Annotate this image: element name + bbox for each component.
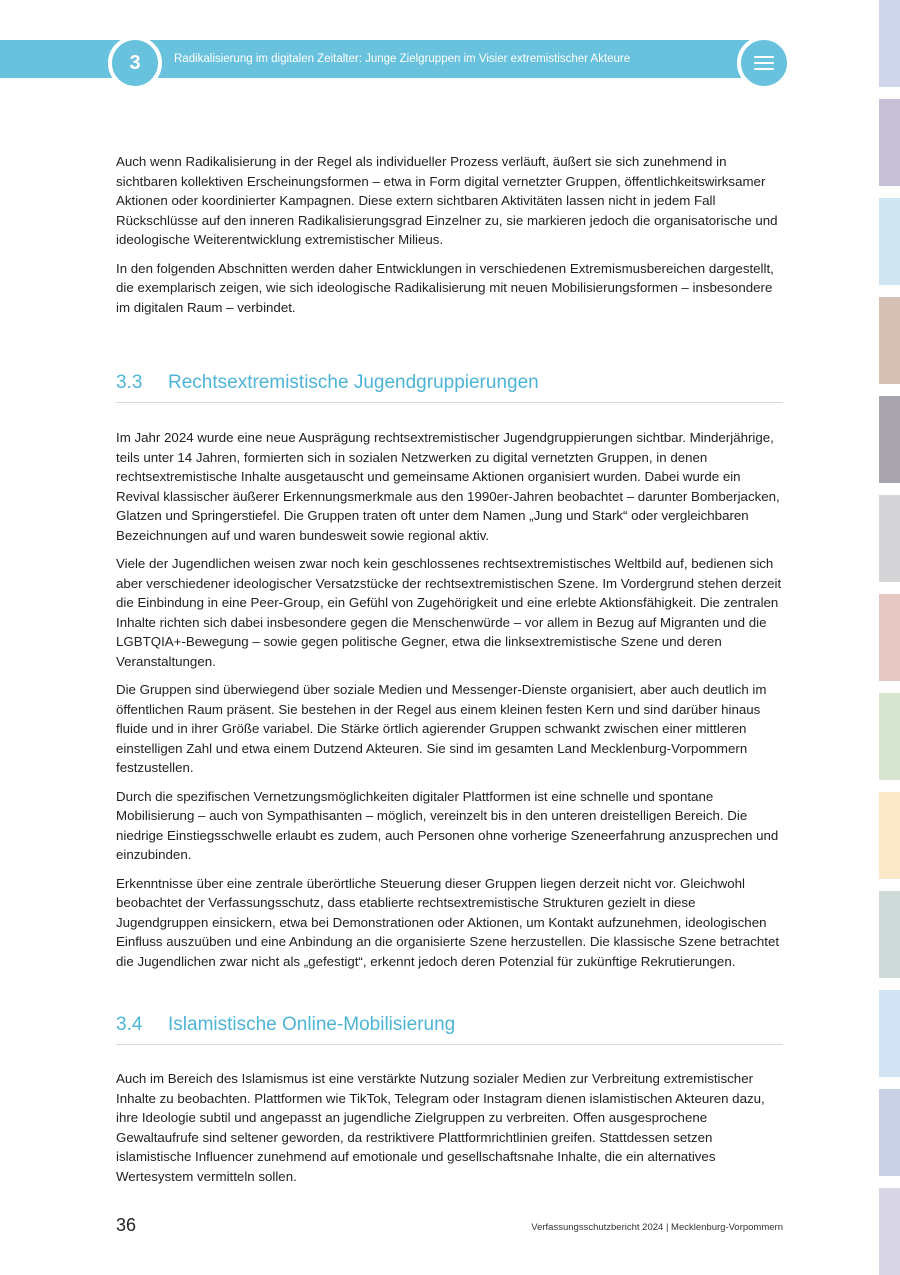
chapter-number-badge: [108, 36, 162, 90]
chapter-tab[interactable]: [879, 693, 900, 780]
chapter-tab[interactable]: [879, 594, 900, 681]
chapter-tab[interactable]: [879, 99, 900, 186]
chapter-tab[interactable]: [879, 891, 900, 978]
section-number: 3.4: [116, 1014, 143, 1035]
chapter-tab[interactable]: [879, 297, 900, 384]
chapter-tab[interactable]: [879, 0, 900, 87]
chapter-tab[interactable]: [879, 1089, 900, 1176]
chapter-tab[interactable]: [879, 1188, 900, 1275]
chapter-tab[interactable]: [879, 990, 900, 1077]
intro-paragraph: Auch wenn Radikalisierung in der Regel als individueller Prozess verläuft, äußert sie sich zunehmend in sichtbaren kollektiven Erscheinungsformen – etwa in Form digital vernetzter Gruppen, öffentlichkeitswirksamer Aktionen oder koordinierter Kampagnen. Diese extern sichtbaren Aktivitäten lassen nicht in jedem Fall Rückschlüsse auf den inneren Radikalisierungsgrad Einzelner zu, sie markieren jedoch die organisatorische und ideologische Weiterentwicklung extremistischer Milieus.: [116, 154, 778, 247]
body-paragraph: Erkenntnisse über eine zentrale überörtliche Steuerung dieser Gruppen liegen derzeit nicht vor. Gleichwohl beobachtet der Verfassungsschutz, dass etablierte rechtsextremistische Strukturen gezielt in diese Jugendgruppen einsickern, etwa bei Demonstrationen oder Aktionen, um Kontakt aufzunehmen, ideologischen Einfluss auszuüben und eine Anbindung an die organisierte Szene herzustellen. Die klassische Szene betrachtet die Jugendlichen zwar nicht als „gefestigt“, erkennt jedoch deren Potenzial für zukünftige Rekrutierungen.: [116, 875, 780, 969]
chapter-title: Radikalisierung im digitalen Zeitalter: Junge Zielgruppen im Visier extremistischer Akteure: [174, 53, 631, 65]
body-paragraph: Im Jahr 2024 wurde eine neue Ausprägung rechtsextremistischer Jugendgruppierungen sichtbar. Minderjährige, teils unter 14 Jahren, formierten sich in sozialen Netzwerken zu digital vernetzten Gruppen, in denen rechtsextremistische Inhalte ausgetauscht und gemeinsame Aktionen organisiert wurden. Dabei wurde ein Revival klassischer äußerer Erkennungsmerkmale aus den 1990er-Jahren beobachtet – darunter Bomberjacken, Glatzen und Springerstiefel. Die Gruppen traten oft unter dem Namen „Jung und Stark“ oder vergleichbaren Bezeichnungen auf und waren bundesweit sowie regional aktiv.: [116, 430, 780, 543]
menu-button[interactable]: [737, 36, 791, 90]
chapter-tabs: [879, 0, 900, 1272]
section-3-3-body: [116, 428, 784, 971]
body-paragraph: Die Gruppen sind überwiegend über soziale Medien und Messenger-Dienste organisiert, aber auch deutlich im öffentlichen Raum präsent. Sie bestehen in der Regel aus einem kleinen festen Kern und sind darüber hinaus fluide und in ihrer Größe variabel. Die Stärke örtlich agierender Gruppen schwankt zwischen einer mittleren einstelligen Zahl und etwa einem Dutzend Akteuren. Sie sind im gesamten Land Mecklenburg-Vorpommern festzustellen.: [116, 682, 767, 775]
chapter-tab[interactable]: [879, 792, 900, 879]
section-heading-3-4: [116, 1014, 783, 1045]
hamburger-icon-bar: [754, 68, 774, 70]
page-number: 36: [116, 1215, 137, 1235]
section-title: Rechtsextremistische Jugendgruppierungen: [168, 372, 539, 393]
body-paragraph: Auch im Bereich des Islamismus ist eine verstärkte Nutzung sozialer Medien zur Verbreitung extremistischer Inhalte zu beobachten. Plattformen wie TikTok, Telegram oder Instagram dienen islamistischen Akteuren dazu, ihre Ideologie subtil und angepasst an jugendliche Zielgruppen zu verbreiten. Offen ausgesprochene Gewaltaufrufe sind seltener geworden, da restriktivere Plattformrichtlinien greifen. Stattdessen setzen islamistische Influencer zunehmend auf emotionale und gesellschaftsnahe Inhalte, die ein alternatives Wertesystem vermitteln sollen.: [116, 1071, 765, 1184]
footer-publication: Verfassungsschutzbericht 2024 | Mecklenburg-Vorpommern: [531, 1222, 783, 1233]
chapter-tab[interactable]: [879, 198, 900, 285]
section-3-4-body: [116, 1069, 784, 1186]
chapter-tab[interactable]: [879, 396, 900, 483]
body-paragraph: Durch die spezifischen Vernetzungsmöglichkeiten digitaler Plattformen ist eine schnelle und spontane Mobilisierung – auch von Sympathisanten – möglich, vereinzelt bis in den unteren dreistelligen Bereich. Die niedrige Einstiegsschwelle erlaubt es zudem, auch Personen ohne vorherige Szeneerfahrung anzusprechen und einzubinden.: [116, 788, 779, 862]
section-title: Islamistische Online-Mobilisierung: [168, 1014, 456, 1035]
body-paragraph: Viele der Jugendlichen weisen zwar noch kein geschlossenes rechtsextremistisches Weltbild auf, bedienen sich aber verschiedener ideologischer Versatzstücke der rechtsextremistischen Szene. Im Vordergrund stehen derzeit die Einbindung in eine Peer-Group, ein Gefühl von Zugehörigkeit und eine erlebte Aktionsfähigkeit. Die zentralen Inhalte richten sich dabei insbesondere gegen die Menschenwürde – vor allem in Bezug auf Migranten und die LGBTQIA+-Bewegung – sowie gegen politische Gegner, etwa die linksextremistische Szene und deren Veranstaltungen.: [116, 556, 782, 669]
intro-block: [116, 152, 784, 317]
hamburger-icon-bar: [754, 56, 774, 58]
hamburger-icon-bar: [754, 62, 774, 64]
section-heading-3-3: [116, 372, 783, 403]
chapter-tab[interactable]: [879, 495, 900, 582]
intro-paragraph: In den folgenden Abschnitten werden daher Entwicklungen in verschiedenen Extremismusbereichen dargestellt, die exemplarisch zeigen, wie sich ideologische Radikalisierung mit neuen Mobilisierungsformen – insbesondere im digitalen Raum – verbindet.: [116, 260, 774, 315]
section-number: 3.3: [116, 372, 143, 393]
chapter-number: 3: [129, 51, 141, 74]
